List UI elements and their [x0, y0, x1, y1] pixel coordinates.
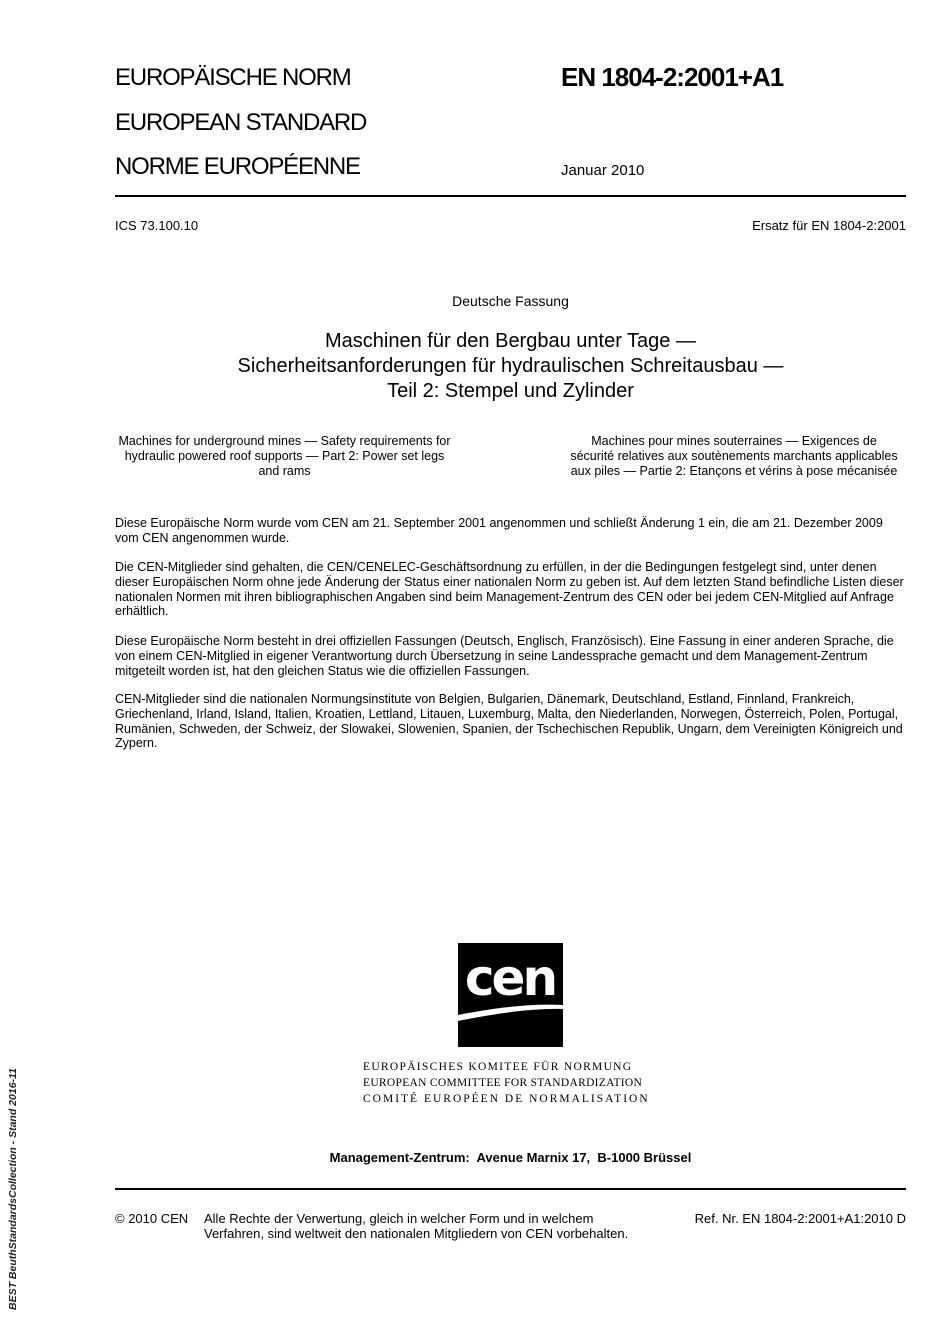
title-line-1: Maschinen für den Bergbau unter Tage —	[325, 330, 696, 352]
committee-name-de: EUROPÄISCHES KOMITEE FÜR NORMUNG	[363, 1061, 633, 1073]
footer-divider	[115, 1188, 906, 1190]
title-english-line: hydraulic powered roof supports — Part 2: Power set legs	[124, 449, 445, 463]
title-english-line: Machines for underground mines — Safety requirements for	[118, 434, 451, 448]
header-divider	[115, 195, 906, 197]
standard-name-fr: NORME EUROPÉENNE	[115, 153, 360, 180]
side-watermark: BEST BeuthStandardsCollection - Stand 2016-11	[7, 1068, 19, 1310]
title-english	[107, 434, 462, 479]
title-french	[556, 434, 912, 479]
cen-logo	[458, 943, 563, 1047]
title-line-2: Sicherheitsanforderungen für hydraulischen Schreitausbau —	[237, 355, 784, 377]
paragraph-members: CEN-Mitglieder sind die nationalen Normungsinstitute von Belgien, Bulgarien, Dänemark, Deutschland, Estland, Finnland, Frankreich, Griechenland, Irland, Island, Italien, Kroatien, Lettland, Litauen, Luxemburg, Malta, den Niederlanden, Norwegen, Österreich, Polen, Portugal, Rumänien, Schweden, der Schweiz, der Slowakei, Slowenien, Spanien, der Tschechischen Republik, Ungarn, dem Vereinigten Königreich und Zypern.	[115, 692, 903, 751]
ics-code: ICS 73.100.10	[115, 218, 199, 233]
cen-logo-graphic	[458, 943, 563, 1047]
version-label: Deutsche Fassung	[452, 293, 569, 309]
rights-line-1: Alle Rechte der Verwertung, gleich in welcher Form und in welchem	[204, 1211, 594, 1226]
title-french-line: sécurité relatives aux soutènements marchants applicables	[570, 449, 898, 463]
management-centre-address: Management-Zentrum: Avenue Marnix 17, B-1000 Brüssel	[329, 1150, 692, 1165]
standard-name-en: EUROPEAN STANDARD	[115, 109, 367, 136]
cen-logo-text: cen	[464, 949, 556, 1007]
document-number: EN 1804-2:2001+A1	[561, 62, 784, 92]
rights-line-2: Verfahren, sind weltweit den nationalen Mitgliedern von CEN vorbehalten.	[204, 1226, 629, 1241]
rights-notice	[204, 1211, 628, 1241]
document-title	[115, 329, 906, 404]
title-english-line: and rams	[258, 464, 311, 478]
copyright: © 2010 CEN	[115, 1211, 189, 1226]
reference-number: Ref. Nr. EN 1804-2:2001+A1:2010 D	[694, 1211, 906, 1226]
paragraph-versions: Diese Europäische Norm besteht in drei offiziellen Fassungen (Deutsch, Englisch, Französisch). Eine Fassung in einer anderen Sprache, die von einem CEN-Mitglied in eigener Verantwortung durch Übersetzung in seine Landessprache gemacht und dem Management-Zentrum mitgeteilt worden ist, hat den gleichen Status wie die offiziellen Fassungen.	[115, 634, 894, 678]
publication-date: Januar 2010	[561, 162, 645, 179]
title-line-3: Teil 2: Stempel und Zylinder	[387, 380, 634, 402]
title-french-line: aux piles — Partie 2: Etançons et vérins à pose mécanisée	[570, 464, 898, 478]
committee-name-en: EUROPEAN COMMITTEE FOR STANDARDIZATION	[363, 1077, 643, 1089]
committee-name-fr: COMITÉ EUROPÉEN DE NORMALISATION	[363, 1093, 650, 1105]
paragraph-obligations: Die CEN-Mitglieder sind gehalten, die CEN/CENELEC-Geschäftsordnung zu erfüllen, in der die Bedingungen festgelegt sind, unter denen dieser Europäischen Norm ohne jede Änderung der Status einer nationalen Norm zu geben ist. Auf dem letzten Stand befindliche Listen dieser nationalen Normen mit ihren bibliographischen Angaben sind beim Management-Zentrum des CEN oder bei jedem CEN-Mitglied auf Anfrage erhältlich.	[115, 560, 904, 619]
title-french-line: Machines pour mines souterraines — Exigences de	[591, 434, 877, 448]
paragraph-adoption: Diese Europäische Norm wurde vom CEN am 21. September 2001 angenommen und schließt Änderung 1 ein, die am 21. Dezember 2009 vom CEN angenommen wurde.	[115, 516, 883, 545]
supersedes-note: Ersatz für EN 1804-2:2001	[752, 218, 906, 233]
standard-name-de: EUROPÄISCHE NORM	[115, 64, 351, 91]
